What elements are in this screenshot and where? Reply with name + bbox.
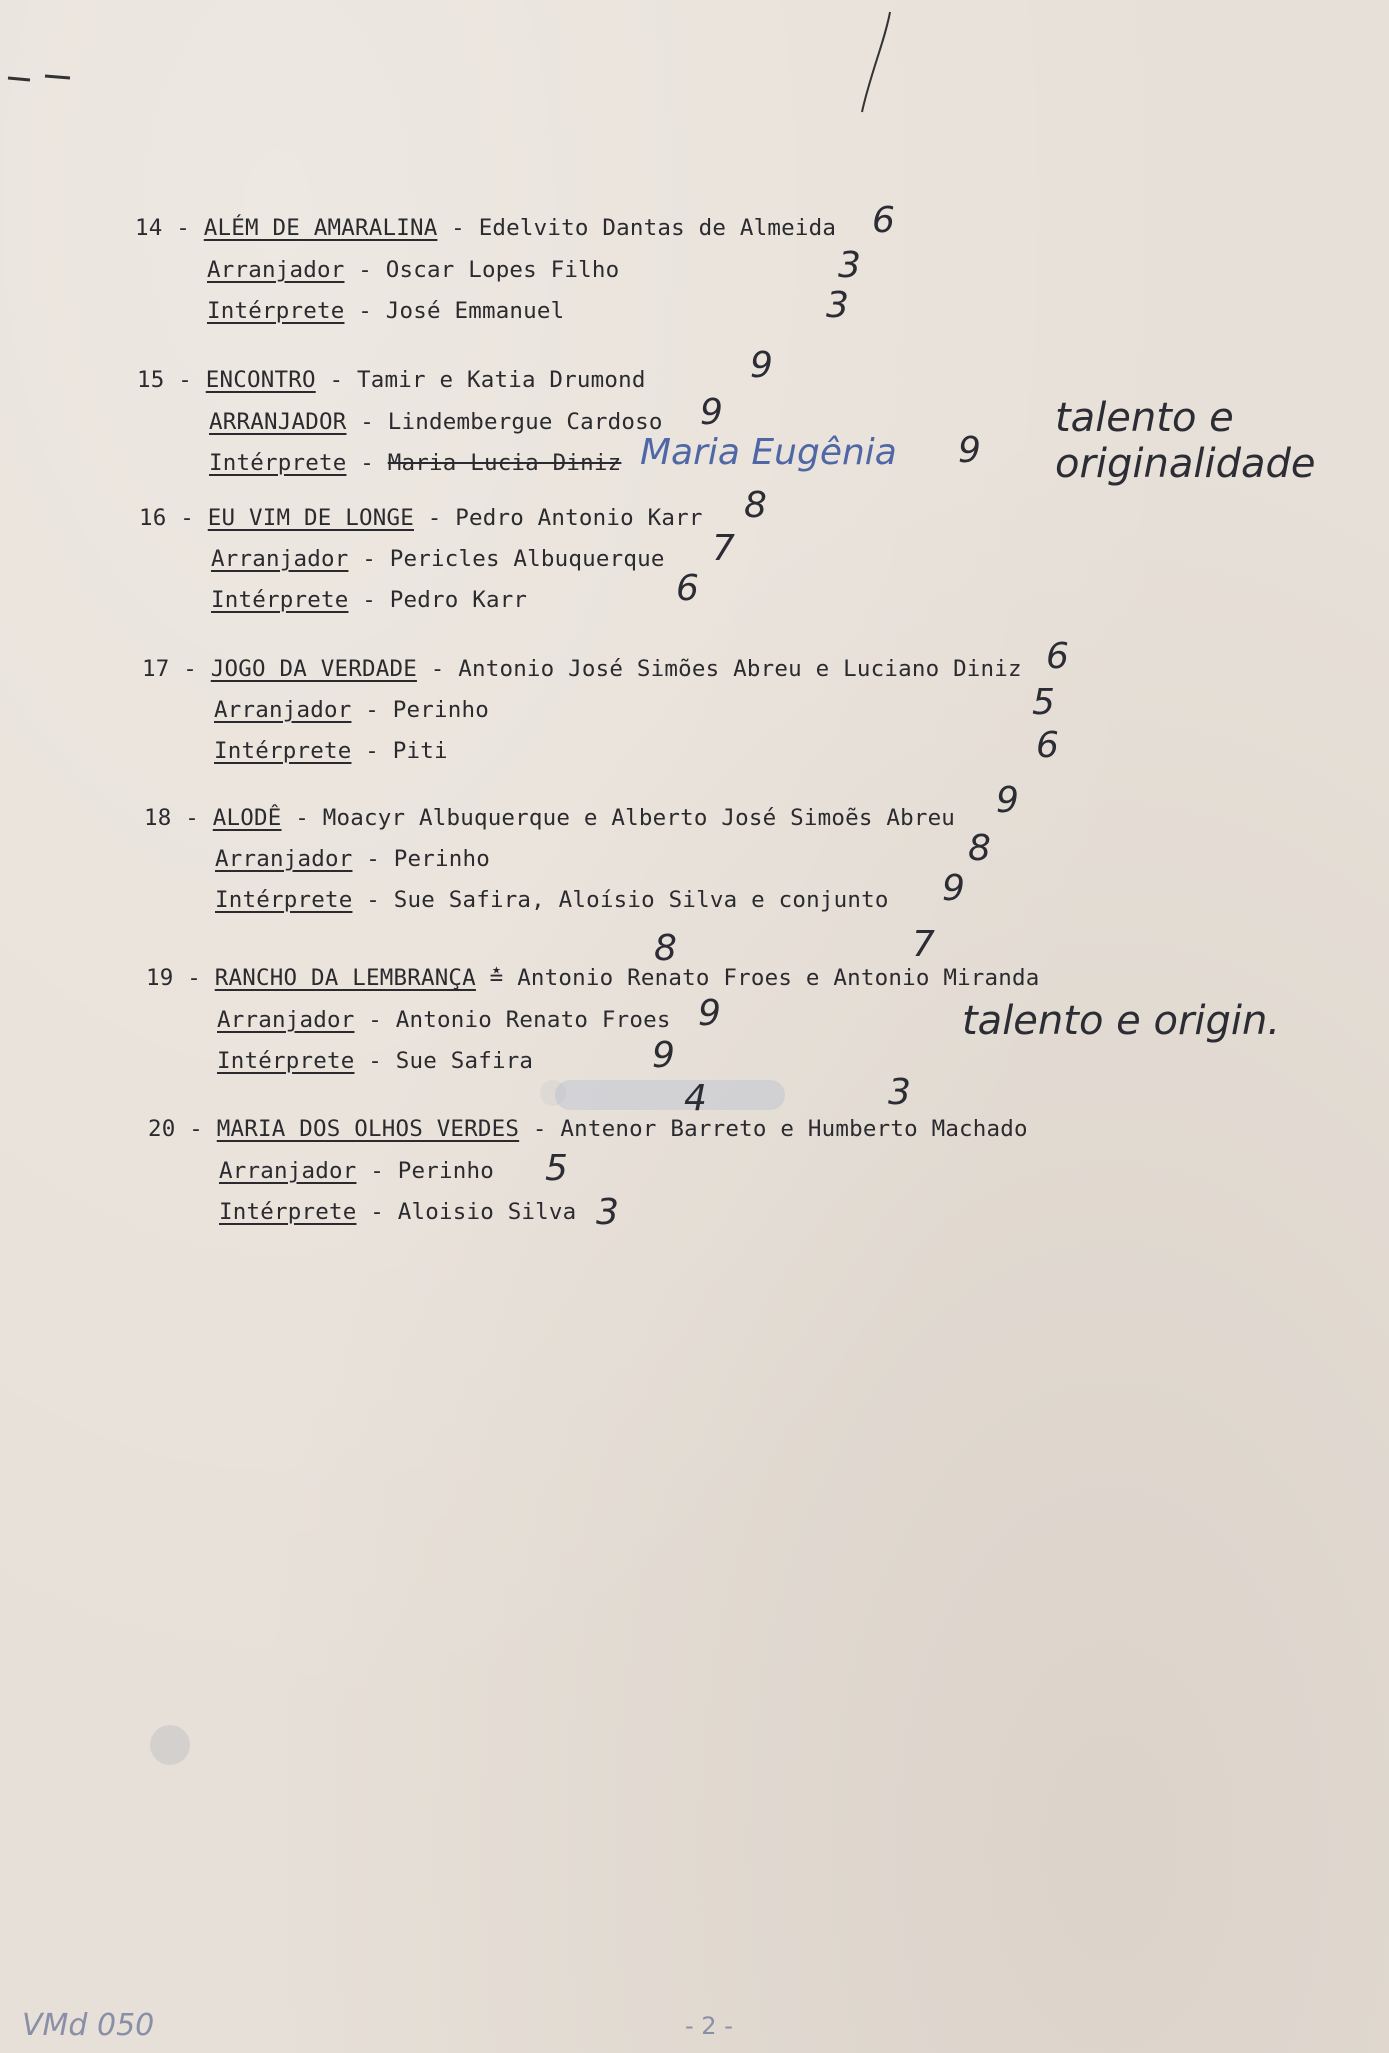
stain [150,1725,190,1765]
arranger-name: Pericles Albuquerque [389,546,665,572]
separator: - [437,215,479,241]
arranger-label: Arranjador [211,546,349,572]
score-song: 6 [1046,636,1069,677]
entry-number: 20 - [148,1116,203,1142]
page-number: - 2 - [685,2012,733,2040]
score-song: 8 [744,485,767,526]
song-title: ENCONTRO [205,367,316,393]
song-title: MARIA DOS OLHOS VERDES [216,1116,520,1142]
song-line [139,505,703,531]
entry-number: 17 - [142,656,197,682]
arranger-name: Oscar Lopes Filho [385,257,620,283]
arranger-line: Arranjador - Antonio Renato Froes [217,1007,671,1033]
score-arranger: 7 [712,528,735,569]
performer-label: Intérprete [215,887,353,913]
separator: - [281,805,323,831]
performer-name: Piti [392,738,448,764]
arranger-name: Perinho [397,1158,494,1184]
performer-name: Aloisio Silva [397,1199,577,1225]
entry-number: 16 - [139,505,194,531]
song-line [135,215,836,241]
arranger-label: Arranjador [217,1007,355,1033]
song-line [146,965,1040,991]
arranger-label: Arranjador [215,846,353,872]
score-song: 6 [872,200,895,241]
performer-label: Intérprete [207,298,345,324]
score-song: 9 [996,780,1019,821]
arranger-line: Arranjador - Perinho [215,846,490,872]
ink-smudge [555,1080,785,1110]
margin-note: talento e originalidade [1055,395,1316,487]
performer-name-crossed-out: Maria Lucia Diniz [387,450,622,476]
performer-name: José Emmanuel [385,298,565,324]
song-title: ALÉM DE AMARALINA [203,215,438,241]
arranger-label: Arranjador [219,1158,357,1184]
score-arranger: 5 [1032,682,1055,723]
margin-note: talento e origin. [962,998,1281,1044]
separator: - [416,656,459,682]
song-title: RANCHO DA LEMBRANÇA [214,965,476,991]
score-song-b: 7 [912,924,935,965]
separator: - [315,367,357,393]
song-authors: Antenor Barreto e Humberto Machado [560,1116,1028,1142]
song-line [144,805,955,831]
entry-number: 19 - [146,965,201,991]
performer-name: Pedro Karr [389,587,528,613]
song-authors: Tamir e Katia Drumond [356,367,646,393]
arranger-name: Perinho [393,846,490,872]
score-performer: 9 [958,430,981,471]
performer-line: Intérprete - Maria Lucia Diniz [209,450,622,476]
arranger-line: Arranjador - Perinho [214,697,489,723]
entry-number: 14 - [135,215,190,241]
song-authors: Pedro Antonio Karr [455,505,703,531]
arranger-label: Arranjador [207,257,345,283]
score-performer: 6 [676,568,699,609]
score-arranger: 8 [968,828,991,869]
song-line [137,367,646,393]
score-arranger: 5 [545,1148,568,1189]
arranger-name: Perinho [392,697,489,723]
performer-line: Intérprete - Sue Safira [217,1048,534,1074]
score-arranger: 3 [838,245,861,286]
performer-label: Intérprete [214,738,352,764]
arranger-name: Antonio Renato Froes [395,1007,671,1033]
entry-number: 18 - [144,805,199,831]
performer-label: Intérprete [209,450,347,476]
song-authors: Edelvito Dantas de Almeida [478,215,837,241]
arranger-line: Arranjador - Perinho [219,1158,494,1184]
performer-line: Intérprete - José Emmanuel [207,298,565,324]
score-arranger: 9 [700,392,723,433]
song-authors: Antonio Renato Froes e Antonio Miranda [517,965,1040,991]
song-title: ALODÊ [212,805,282,831]
score-arranger: 9 [698,993,721,1034]
performer-line: Intérprete - Pedro Karr [211,587,528,613]
performer-name: Sue Safira, Aloísio Silva e conjunto [393,887,889,913]
arranger-name: Lindembergue Cardoso [387,409,663,435]
pen-marks [0,0,1389,200]
score-song-a: 4 [684,1078,707,1119]
arranger-line: ARRANJADOR - Lindembergue Cardoso [209,409,663,435]
score-song-a: 8 [654,928,677,969]
score-performer: 9 [652,1035,675,1076]
song-title: JOGO DA VERDADE [210,656,417,682]
separator: ≛ [475,965,518,991]
arranger-line: Arranjador - Oscar Lopes Filho [207,257,620,283]
score-performer: 3 [826,285,849,326]
performer-name: Sue Safira [395,1048,534,1074]
separator: - [413,505,456,531]
arranger-label: ARRANJADOR [209,409,347,435]
performer-label: Intérprete [219,1199,357,1225]
song-authors: Antonio José Simões Abreu e Luciano Diniz [458,656,1022,682]
entry-number: 15 - [137,367,192,393]
score-performer: 3 [596,1192,619,1233]
arranger-line: Arranjador - Pericles Albuquerque [211,546,665,572]
arranger-label: Arranjador [214,697,352,723]
archive-code: VMd 050 [22,2008,155,2043]
song-line [148,1116,1028,1142]
performer-line: Intérprete - Sue Safira, Aloísio Silva e conjunto [215,887,889,913]
performer-label: Intérprete [211,587,349,613]
performer-label: Intérprete [217,1048,355,1074]
score-performer: 9 [942,868,965,909]
song-line [142,656,1022,682]
score-song-b: 3 [888,1072,911,1113]
separator: - [519,1116,561,1142]
score-performer: 6 [1036,725,1059,766]
performer-line: Intérprete - Aloisio Silva [219,1199,577,1225]
score-song: 9 [750,345,773,386]
song-authors: Moacyr Albuquerque e Alberto José Simoẽs Abreu [322,805,956,831]
performer-name-handwritten: Maria Eugênia [640,432,897,473]
song-title: EU VIM DE LONGE [207,505,414,531]
performer-line: Intérprete - Piti [214,738,448,764]
